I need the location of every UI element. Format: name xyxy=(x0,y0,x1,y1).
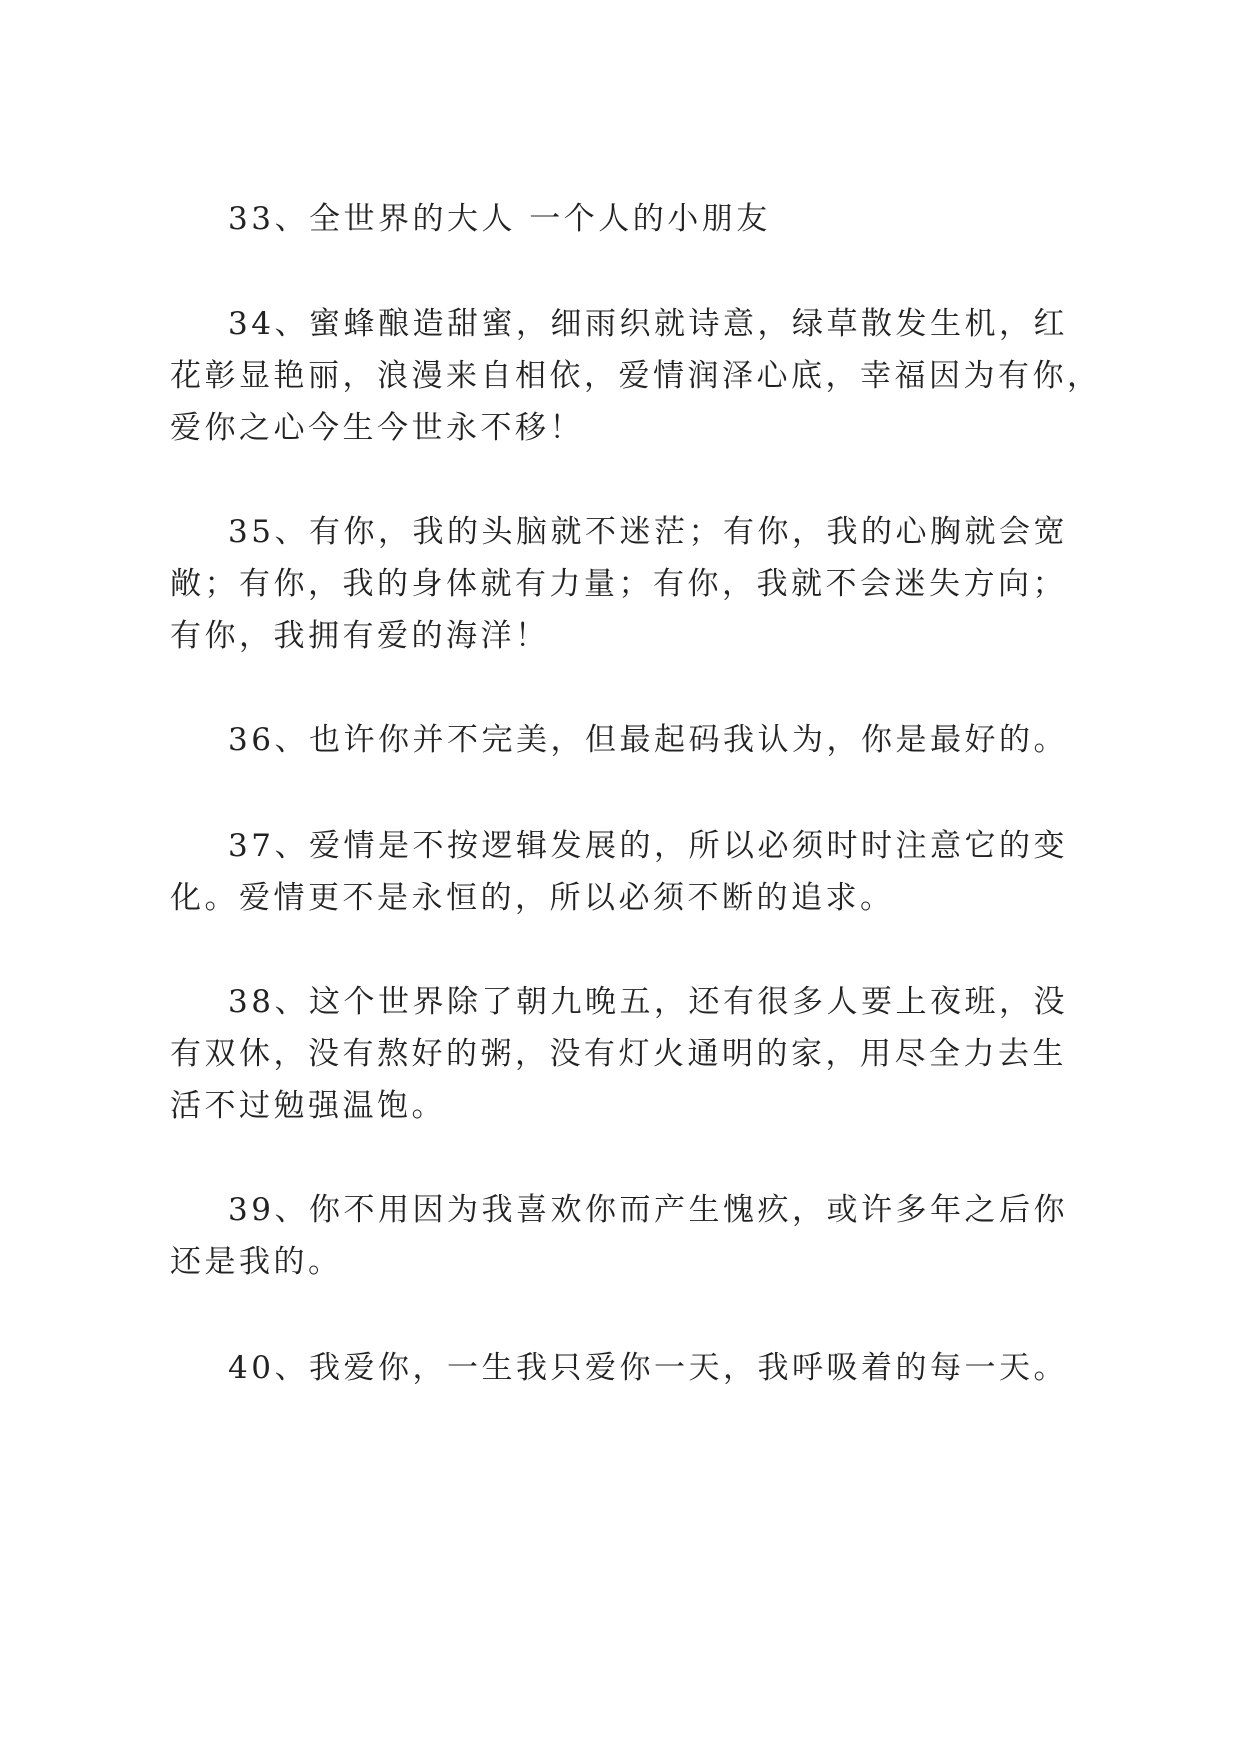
paragraph-line: 40、我爱你，一生我只爱你一天，我呼吸着的每一天。 xyxy=(228,1350,1068,1386)
paragraph-line: 敞；有你，我的身体就有力量；有你，我就不会迷失方向； xyxy=(170,566,1067,602)
paragraph-line: 34、蜜蜂酿造甜蜜，细雨织就诗意，绿草散发生机，红 xyxy=(228,306,1068,342)
paragraph-line: 花彰显艳丽，浪漫来自相依，爱情润泽心底，幸福因为有你， xyxy=(170,358,1102,394)
paragraph-line: 化。爱情更不是永恒的，所以必须不断的追求。 xyxy=(170,880,895,916)
paragraph-line: 37、爱情是不按逻辑发展的，所以必须时时注意它的变 xyxy=(228,828,1068,864)
paragraph-line: 有你，我拥有爱的海洋！ xyxy=(170,618,550,654)
paragraph-line: 33、全世界的大人 一个人的小朋友 xyxy=(228,201,771,237)
paragraph-line: 爱你之心今生今世永不移！ xyxy=(170,410,584,446)
paragraph-line: 活不过勉强温饱。 xyxy=(170,1088,446,1124)
paragraph-line: 有双休，没有熬好的粥，没有灯火通明的家，用尽全力去生 xyxy=(170,1036,1067,1072)
paragraph-line: 39、你不用因为我喜欢你而产生愧疚，或许多年之后你 xyxy=(228,1192,1068,1228)
paragraph-line: 35、有你，我的头脑就不迷茫；有你，我的心胸就会宽 xyxy=(228,514,1068,550)
paragraph-line: 38、这个世界除了朝九晚五，还有很多人要上夜班，没 xyxy=(228,984,1068,1020)
paragraph-line: 36、也许你并不完美，但最起码我认为，你是最好的。 xyxy=(228,722,1068,758)
paragraph-line: 还是我的。 xyxy=(170,1244,343,1280)
